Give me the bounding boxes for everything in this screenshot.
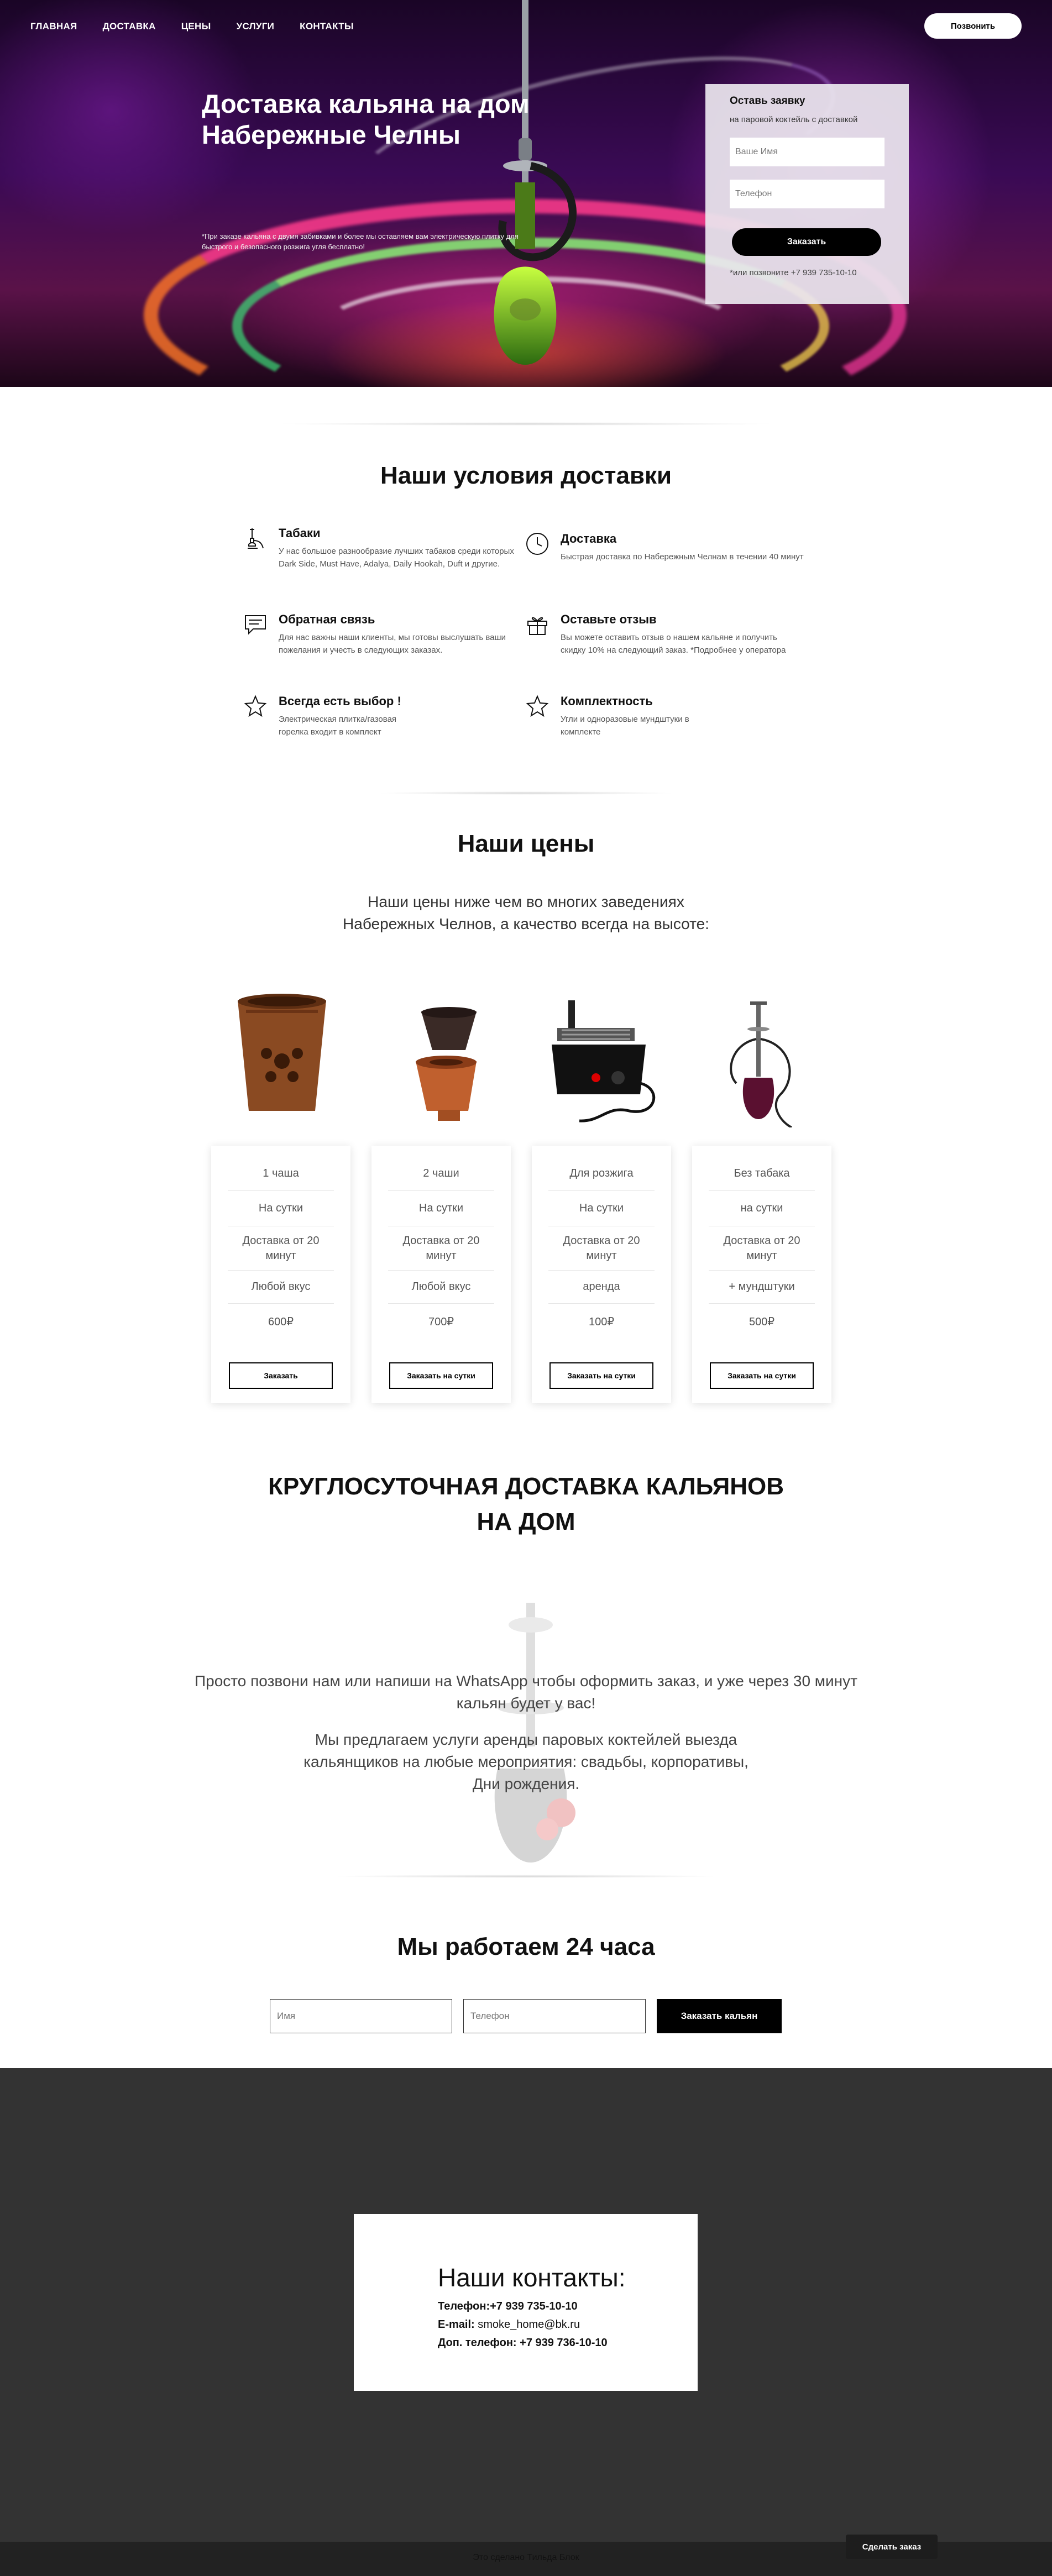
call-button[interactable]: Позвонить (924, 13, 1022, 39)
top-navigation (0, 0, 1052, 53)
feature-description: Для нас важны наши клиенты, мы готовы выслушать ваши пожелания и учесть в следующих заказах. (279, 633, 506, 655)
price-card (532, 1146, 671, 1403)
price-card-row: Доставка от 20 минут (548, 1226, 655, 1271)
nav-link-home[interactable]: ГЛАВНАЯ (30, 21, 77, 32)
gift-icon (525, 612, 549, 637)
price-card-row: На сутки (228, 1191, 334, 1226)
feature-tobacco (243, 526, 514, 587)
price-card-row: Доставка от 20 минут (709, 1226, 815, 1271)
price-card-price: 600₽ (268, 1315, 294, 1328)
order-for-day-button[interactable]: Заказать на сутки (389, 1362, 493, 1389)
price-card (211, 1146, 350, 1403)
phone-label: Телефон: (438, 2300, 490, 2312)
hero-name-input[interactable] (730, 138, 884, 166)
price-card-price: 500₽ (749, 1315, 775, 1328)
feature-title: Доставка (561, 532, 617, 545)
prices-intro-line: Набережных Челнов, а качество всегда на высоте: (343, 915, 709, 932)
hookah-image (698, 995, 830, 1127)
price-card-row: на сутки (709, 1191, 815, 1226)
feature-title: Всегда есть выбор ! (279, 694, 401, 708)
round-the-clock-title-line: НА ДОМ (477, 1508, 575, 1535)
price-card-row: аренда (548, 1271, 655, 1304)
price-card-price: 100₽ (588, 1315, 615, 1328)
round-the-clock-text-line: Мы предлагаем услуги аренды паровых коктейлей выезда (315, 1731, 737, 1748)
feature-delivery (525, 532, 804, 587)
contacts-phone (438, 2300, 698, 2313)
feature-choice (243, 694, 514, 744)
chat-icon (243, 612, 268, 637)
price-card-row: Доставка от 20 минут (228, 1226, 334, 1271)
hero-title: Доставка кальяна на дом Набережные Челны (202, 89, 530, 149)
section-divider (332, 1875, 720, 1878)
clock-icon (525, 532, 549, 556)
round-the-clock-text-line: кальянщиков на любые мероприятия: свадьбы, корпоративы, (303, 1753, 749, 1770)
feature-description: Вы можете оставить отзыв о нашем кальяне и получить скидку 10% на следующий заказ. *Подробнее у оператора (561, 633, 786, 655)
prices-section-title: Наши цены (457, 830, 595, 857)
footer-credit[interactable]: Это сделано Тильда Блок (473, 2553, 579, 2562)
round-the-clock-title-line: КРУГЛОСУТОЧНАЯ ДОСТАВКА КАЛЬЯНОВ (268, 1473, 784, 1500)
feature-description: Быстрая доставка по Набережным Челнам в течении 40 минут (561, 552, 804, 562)
feature-review (525, 612, 796, 673)
order-button[interactable]: Заказать (229, 1362, 333, 1389)
floating-order-button[interactable]: Сделать заказ (846, 2535, 938, 2559)
round-the-clock-services-text (0, 1729, 1052, 1795)
round-the-clock-title (0, 1469, 1052, 1540)
star-icon (525, 694, 549, 718)
price-card-row: 2 чаши (388, 1157, 494, 1191)
order-for-day-button[interactable]: Заказать на сутки (710, 1362, 814, 1389)
name-input[interactable] (270, 1999, 452, 2033)
feature-description: Электрическая плитка/газовая горелка входит в комплект (279, 715, 397, 737)
price-card (692, 1146, 831, 1403)
phone-input[interactable] (463, 1999, 646, 2033)
price-card-row: Любой вкус (388, 1271, 494, 1304)
hero-form-subtitle: на паровой коктейль с доставкой (730, 115, 858, 124)
price-card-row: Любой вкус (228, 1271, 334, 1304)
feature-title: Обратная связь (279, 612, 375, 626)
round-the-clock-text-line: кальян будет у вас! (456, 1694, 596, 1712)
hookah-icon (243, 526, 268, 550)
price-card-row: Без табака (709, 1157, 815, 1191)
clay-bowl-image (216, 989, 348, 1122)
price-card-row: Для розжига (548, 1157, 655, 1191)
price-card (371, 1146, 511, 1403)
email-label: E-mail: (438, 2318, 475, 2331)
hero-note: *При заказе кальяна с двумя забивками и более мы оставляем вам электрическую плитку для быстрого и безопасного розжига угля бесплатно! (202, 232, 519, 251)
contacts-email (438, 2318, 698, 2331)
prices-intro (0, 891, 1052, 935)
feature-title: Комплектность (561, 694, 653, 708)
feature-title: Оставьте отзыв (561, 612, 657, 626)
hero-phone-input[interactable] (730, 180, 884, 208)
section-divider (276, 422, 776, 426)
hero-request-form (705, 84, 909, 304)
email-value[interactable]: smoke_home@bk.ru (474, 2318, 580, 2331)
nav-link-prices[interactable]: ЦЕНЫ (181, 21, 211, 32)
extra-phone-label: Доп. телефон: (438, 2337, 517, 2349)
nav-link-services[interactable]: УСЛУГИ (236, 21, 275, 32)
contacts-extra-phone (438, 2337, 698, 2349)
hero-form-phone-note: *или позвоните +7 939 735-10-10 (730, 268, 857, 277)
price-card-row: На сутки (388, 1191, 494, 1226)
hero-hookah-image (453, 0, 597, 387)
two-bowls-image (383, 1000, 515, 1133)
nav-link-delivery[interactable]: ДОСТАВКА (102, 21, 156, 32)
contacts-title: Наши контакты: (438, 2263, 626, 2292)
hero-form-title: Оставь заявку (730, 95, 805, 107)
work-24-title: Мы работаем 24 часа (397, 1933, 655, 1960)
hero-order-button[interactable]: Заказать (732, 228, 881, 256)
round-the-clock-text-line: Просто позвони нам или напиши на WhatsApp чтобы оформить заказ, и уже через 30 минут (195, 1672, 857, 1690)
hero-section (0, 0, 1052, 387)
feature-title: Табаки (279, 526, 321, 540)
extra-phone-value[interactable]: +7 939 736-10-10 (516, 2337, 608, 2349)
feature-completeness (525, 694, 796, 744)
star-icon (243, 694, 268, 718)
nav-link-contacts[interactable]: КОНТАКТЫ (300, 21, 354, 32)
contacts-card (354, 2214, 698, 2391)
section-divider (376, 791, 676, 795)
nav-links (30, 21, 379, 32)
prices-intro-line: Наши цены ниже чем во многих заведениях (368, 893, 684, 910)
round-the-clock-text (0, 1670, 1052, 1714)
order-hookah-button[interactable]: Заказать кальян (657, 1999, 782, 2033)
electric-stove-image (535, 995, 668, 1127)
feature-description: У нас большое разнообразие лучших табаков среди которых Dark Side, Must Have, Adalya, Daily Hookah, Duft и другие. (279, 547, 514, 569)
delivery-section-title: Наши условия доставки (380, 462, 672, 489)
price-card-row: Доставка от 20 минут (388, 1226, 494, 1271)
feature-description: Угли и одноразовые мундштуки в комплекте (561, 715, 689, 737)
feature-feedback (243, 612, 514, 673)
round-the-clock-text-line: Дни рождения. (472, 1775, 580, 1792)
order-for-day-button[interactable]: Заказать на сутки (549, 1362, 653, 1389)
price-card-row: + мундштуки (709, 1271, 815, 1304)
price-card-row: 1 чаша (228, 1157, 334, 1191)
phone-value[interactable]: +7 939 735-10-10 (490, 2300, 578, 2312)
price-card-row: На сутки (548, 1191, 655, 1226)
price-card-price: 700₽ (428, 1315, 454, 1328)
